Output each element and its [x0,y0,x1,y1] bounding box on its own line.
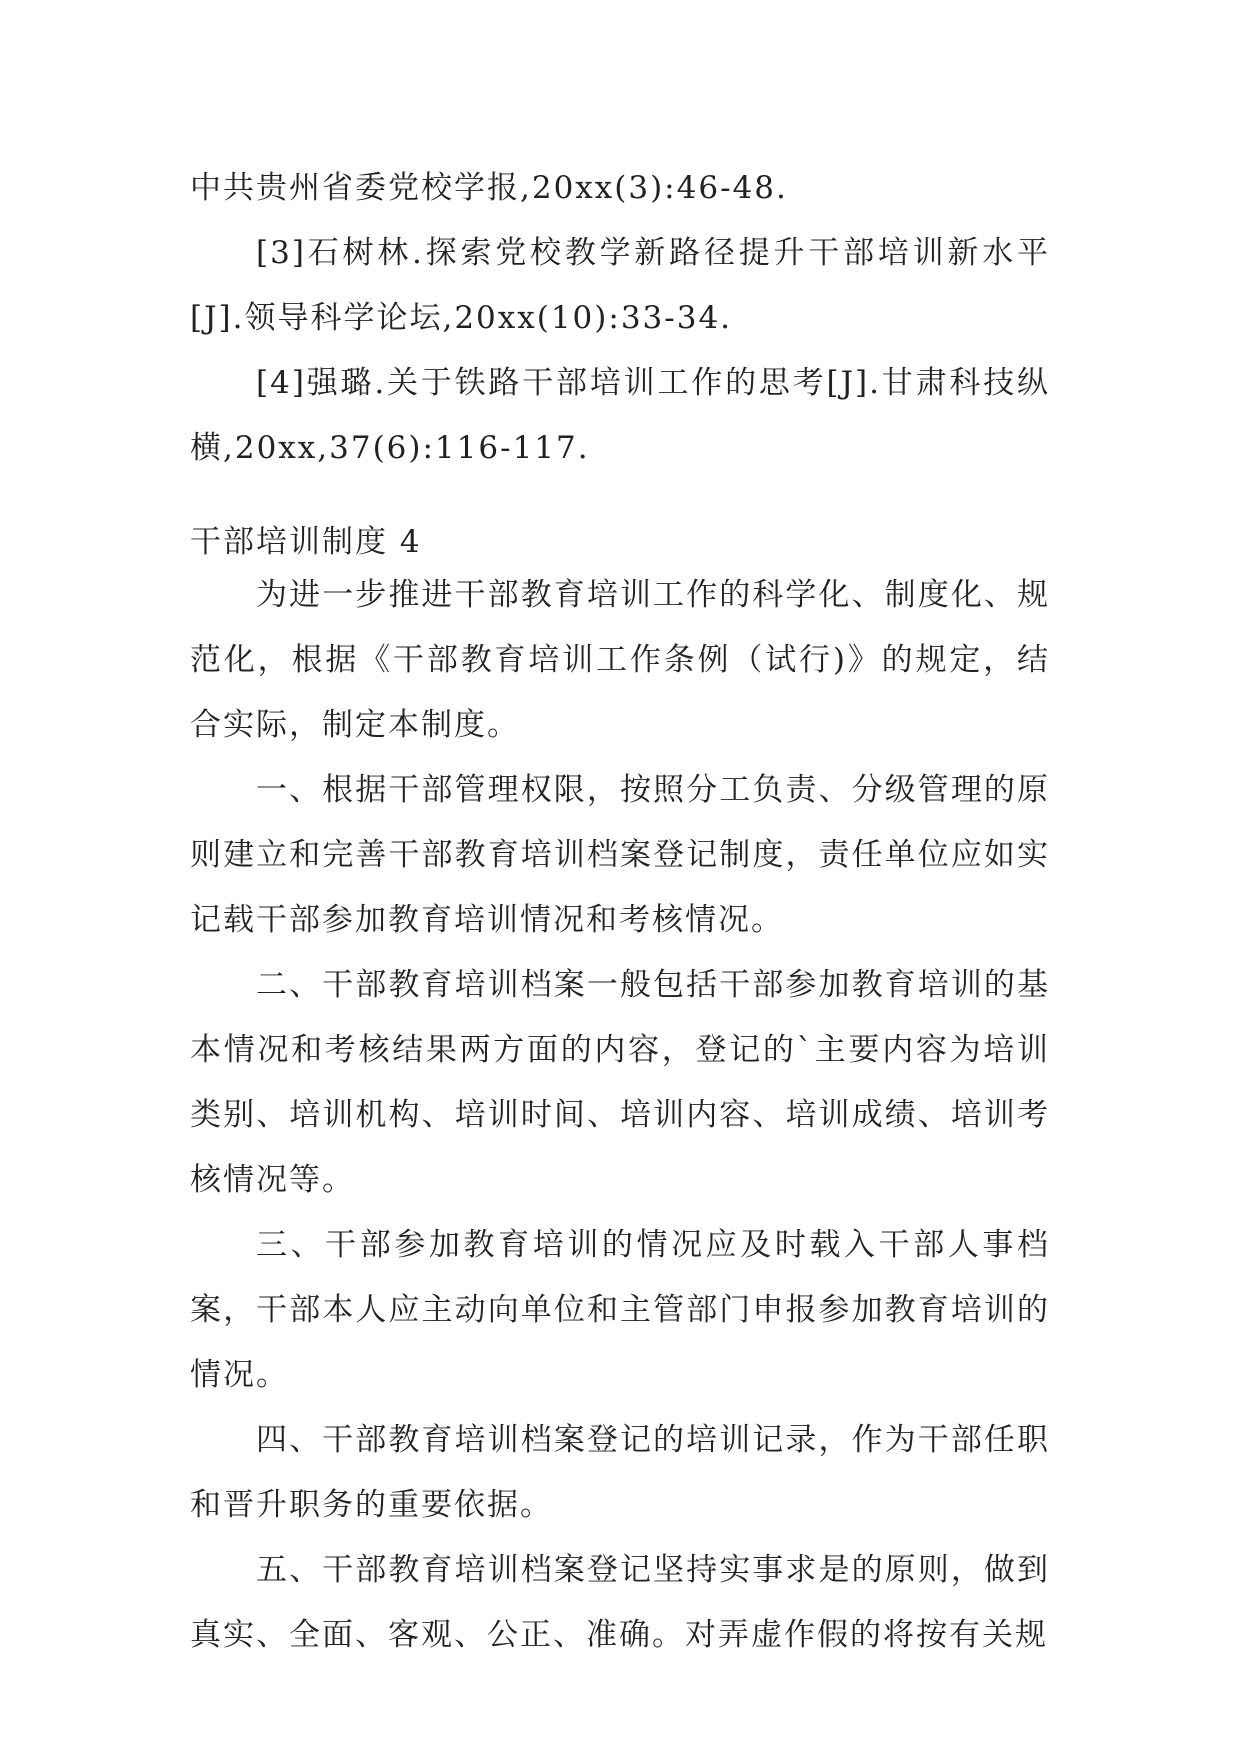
reference-4: [4]强璐.关于铁路干部培训工作的思考[J].甘肃科技纵横,20xx,37(6):116-117. [190,365,1050,466]
paragraph-item-4: 四、干部教育培训档案登记的培训记录，作为干部任职和晋升职务的重要依据。 [190,1422,1050,1523]
reference-2-continuation: 中共贵州省委党校学报,20xx(3):46-48. [190,170,788,206]
paragraph-item-2: 二、干部教育培训档案一般包括干部参加教育培训的基本情况和考核结果两方面的内容，登记的`主要内容为培训类别、培训机构、培训时间、培训内容、培训成绩、培训考核情况等。 [190,967,1050,1198]
paragraph-intro: 为进一步推进干部教育培训工作的科学化、制度化、规范化，根据《干部教育培训工作条例（试行)》的规定，结合实际，制定本制度。 [190,577,1050,743]
section-title: 干部培训制度 4 [190,524,422,560]
references-list [190,156,1050,481]
paragraph-item-3: 三、干部参加教育培训的情况应及时载入干部人事档案，干部本人应主动向单位和主管部门申报参加教育培训的情况。 [190,1227,1050,1393]
section-body [190,563,1050,1668]
reference-3: [3]石树林.探索党校教学新路径提升干部培训新水平[J].领导科学论坛,20xx(10):33-34. [190,235,1050,336]
paragraph-item-5: 五、干部教育培训档案登记坚持实事求是的原则，做到真实、全面、客观、公正、准确。对弄虚作假的将按有关规 [190,1552,1050,1653]
paragraph-item-1: 一、根据干部管理权限，按照分工负责、分级管理的原则建立和完善干部教育培训档案登记制度，责任单位应如实记载干部参加教育培训情况和考核情况。 [190,772,1050,938]
